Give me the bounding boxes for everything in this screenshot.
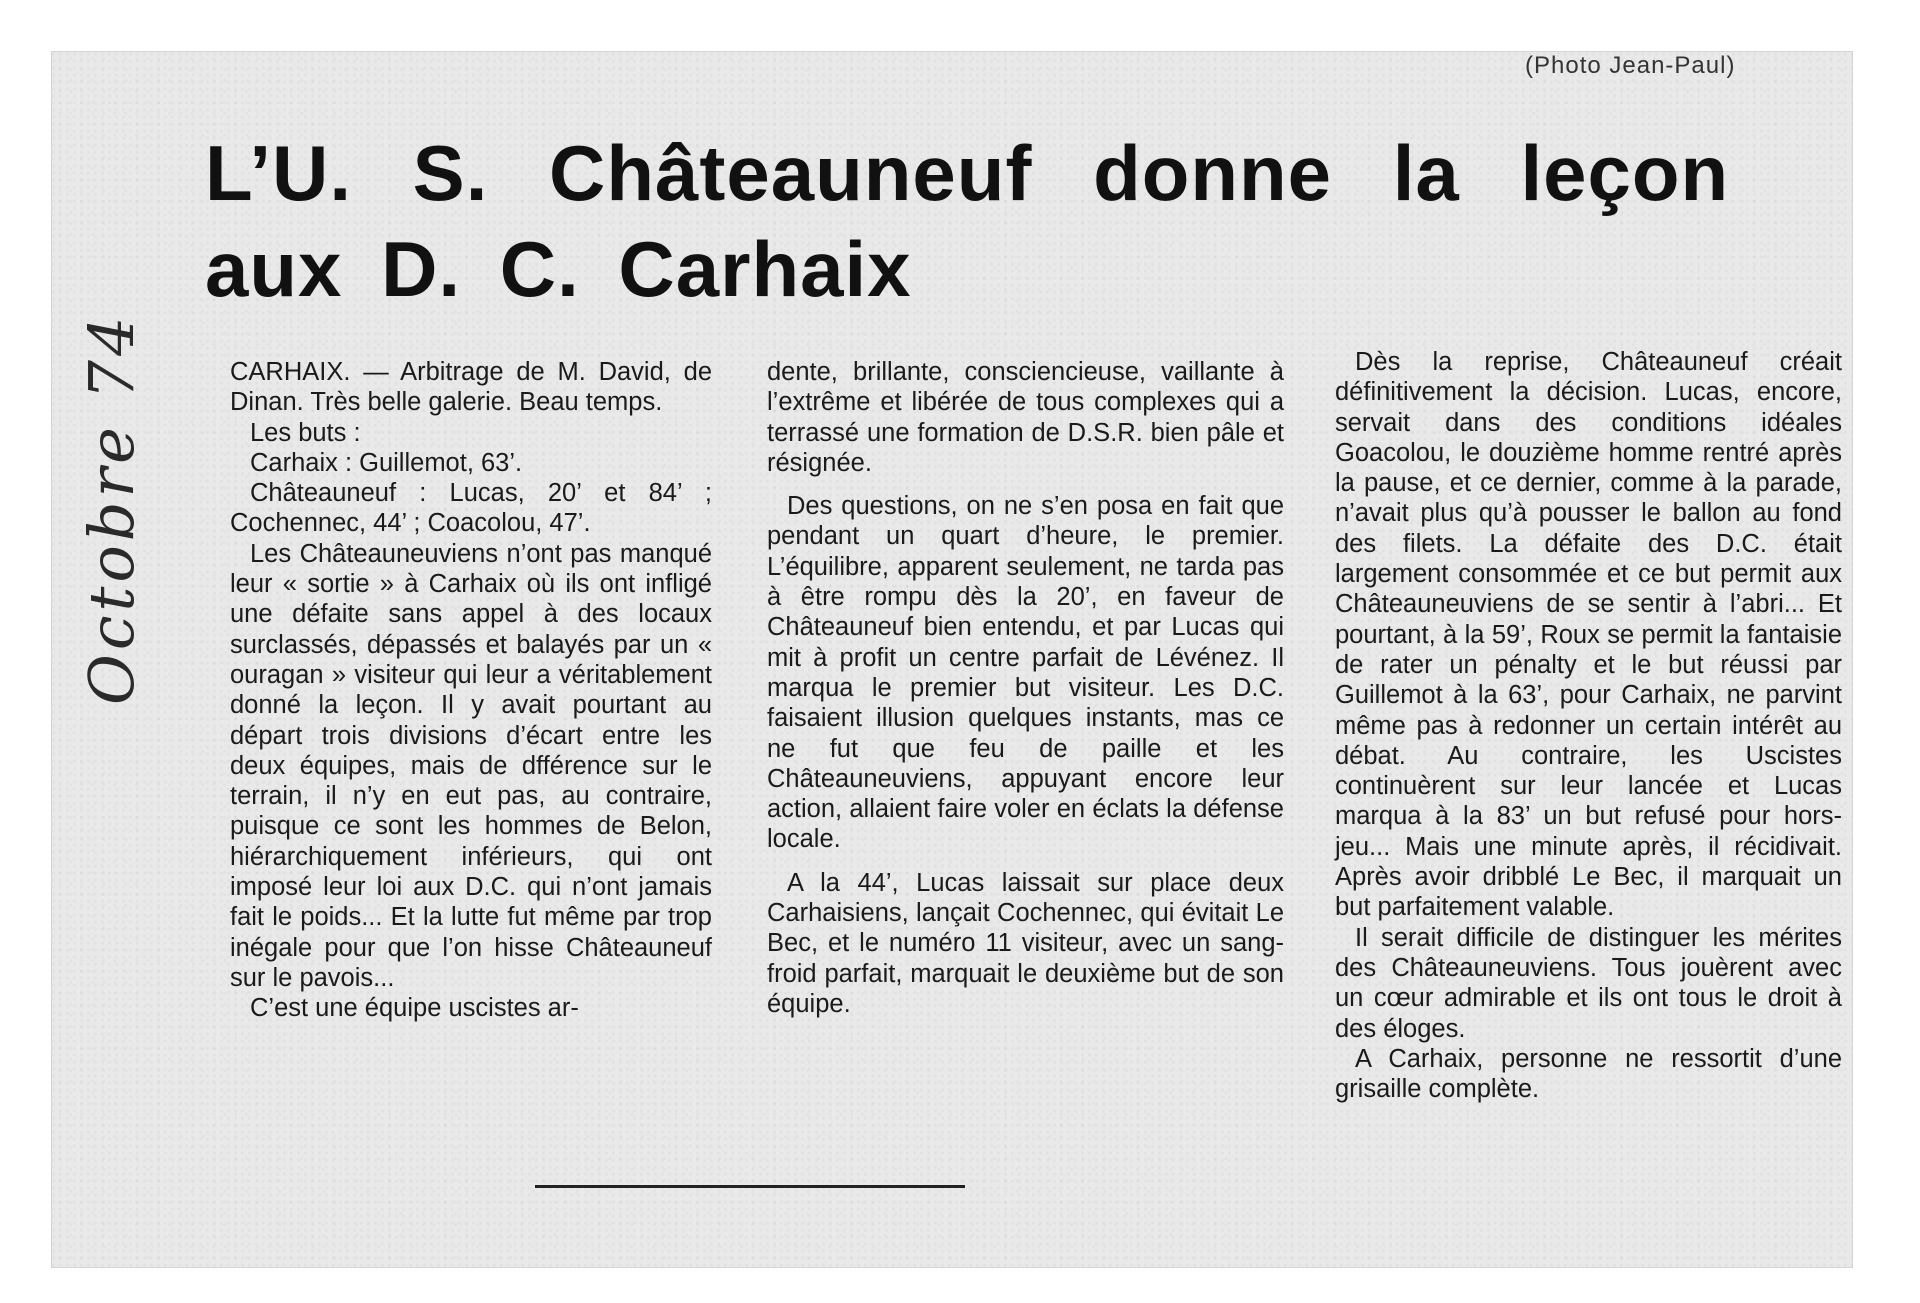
headline-line-1: L’U. S. Châteauneuf donne la leçon [205,129,1730,217]
handwritten-date-note: Octobre 74 [75,312,148,705]
headline-line-2: aux D. C. Carhaix [205,225,912,313]
headline [205,125,1755,317]
end-rule-divider [535,1185,965,1188]
paragraph-body: Les Châteauneuviens n’ont pas manqué leur « sortie » à Carhaix où ils ont infligé une défaite sans appel à des locaux surclassés, dépassés et balayés par un « ouragan » visiteur qui leur a véritablement donné la leçon. Il y avait pourtant au départ trois divisions d’écart entre les deux équipes, mais de dfférence sur le terrain, il n’y en eut pas, au contraire, puisque ce sont les hommes de Belon, hiérarchiquement inférieurs, qui ont imposé leur loi aux D.C. qui n’ont jamais fait le poids... Et la lutte fut même par trop inégale pour que l’on hisse Châteauneuf sur le pavois... [230,539,712,992]
photo-credit: (Photo Jean-Paul) [1525,52,1736,79]
paragraph-body: Dès la reprise, Châteauneuf créait définitivement la décision. Lucas, encore, servait dans des conditions idéales Goacolou, le douzième homme rentré après la pause, et ce dernier, comme à la parade, n’avait plus qu’à pousser le ballon au fond des filets. La défaite des D.C. était largement consommée et ce but permit aux Châteauneuviens de se sentir à l’abri... Et pourtant, à la 59’, Roux se permit la fantaisie de rater un pénalty et le but réussi par Guillemot à la 63’, pour Carhaix, ne parvint même pas à redonner un certain intérêt au débat. Au contraire, les Uscistes continuèrent sur leur lancée et Lucas marqua à la 83’ un but refusé pour hors-jeu... Mais une minute après, il récidivait. Après avoir dribblé Le Bec, il marquait un but parfaitement valable. [1335,348,1842,922]
paragraph-body: dente, brillante, consciencieuse, vaillante à l’extrême et libérée de tous complexes qui a terrassé une formation de D.S.R. bien pâle et résignée. [767,358,1284,477]
paragraph-body: C’est une équipe uscistes ar- [250,994,579,1023]
paragraph-body: Des questions, on ne s’en posa en fait que pendant un quart d’heure, le premier. L’équilibre, apparent seulement, ne tarda pas à être rompu dès la 20’, en faveur de Châteauneuf bien entendu, et par Lucas qui mit à profit un centre parfait de Lévénez. Il marqua le premier but visiteur. Les D.C. faisaient illusion quelques instants, mas ce ne fut que feu de paille et les Châteauneuviens, appuyant encore leur action, allaient faire voler en éclats la défense locale. [767,492,1284,854]
paragraph-goals-chateauneuf: Châteauneuf : Lucas, 20’ et 84’ ; Cochennec, 44’ ; Coacolou, 47’. [230,479,712,538]
paragraph-body: Il serait difficile de distinguer les mérites des Châteauneuviens. Tous jouèrent avec un cœur admirable et ils ont tous le droit à des éloges. [1335,923,1842,1043]
paragraph-goals-heading: Les buts : [250,418,361,447]
article-column-2 [767,357,1284,1019]
paragraph-goals-carhaix: Carhaix : Guillemot, 63’. [250,448,523,477]
paragraph-dateline: CARHAIX. — Arbitrage de M. David, de Dinan. Très belle galerie. Beau temps. [230,358,712,417]
article-column-3 [1335,347,1842,1104]
paragraph-body: A la 44’, Lucas laissait sur place deux Carhaisiens, lançait Cochennec, qui évitait Le Bec, et le numéro 11 visiteur, avec un sang-froid parfait, marquait le deuxième but de son équipe. [767,868,1284,1018]
paragraph-body: A Carhaix, personne ne ressortit d’une grisaille complète. [1335,1044,1842,1104]
article-column-1 [230,357,712,1024]
